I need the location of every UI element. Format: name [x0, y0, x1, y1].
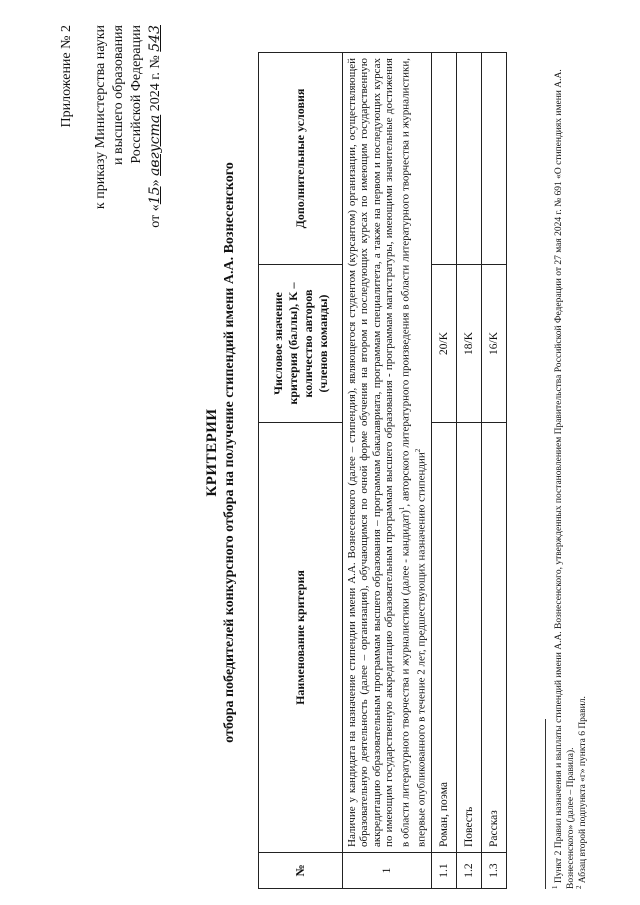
table-row — [481, 53, 506, 889]
criterion-conditions — [431, 53, 456, 265]
criterion-name: Рассказ — [481, 423, 506, 853]
annex-number: Приложение № 2 — [59, 25, 74, 128]
handwritten-day: 15 — [147, 186, 163, 205]
criterion-value: 18/K — [456, 265, 481, 423]
footnote-ref-2: 2 — [413, 448, 422, 453]
table-row — [456, 53, 481, 889]
footnote-2: $^2$ Абзац второй подпункта «г» пункта 6 Правил. — [575, 696, 589, 889]
footnote-ref-1: 1 — [397, 506, 406, 511]
annex-line-3: Российской Федерации — [129, 25, 144, 164]
row-number: 1.2 — [456, 853, 481, 889]
document-subtitle: отбора победителей конкурсного отбора на получение стипендий имени А.А. Вознесенского — [222, 162, 237, 743]
row-number: 1 — [343, 853, 432, 889]
row-number: 1.1 — [431, 853, 456, 889]
handwritten-order-number: 543 — [147, 25, 163, 52]
criterion-name: Повесть — [456, 423, 481, 853]
criterion-conditions — [481, 53, 506, 265]
annex-line-1: к приказу Министерства науки — [93, 25, 108, 210]
criteria-table — [258, 52, 507, 889]
table-header-row — [259, 53, 343, 889]
handwritten-month: августа — [147, 114, 163, 176]
annex-date-line: от «15» августа 2024 г. № 543 — [147, 25, 163, 228]
table-row — [431, 53, 456, 889]
criterion-name: Роман, поэма — [431, 423, 456, 853]
header-criterion-name: Наименование критерия — [259, 423, 343, 853]
annex-block — [58, 25, 165, 245]
row-number: 1.3 — [481, 853, 506, 889]
table-row-main — [343, 53, 432, 889]
header-number: № — [259, 853, 343, 889]
footnote-separator — [545, 719, 546, 889]
criterion-description: Наличие у кандидата на назначение стипендии имени А.А. Вознесенского (далее – стипендия), являющегося студентом (курсантом) организации, осуществляющей образовательную деятельность (далее – организация), обучающимся по очной форме обучения на втором и последующих курсах по имеющим государственную аккредитацию образовательным программам высшего образования – программам бакалавриата, программам специалитета, а также на первом и последующих курсах по имеющим государственную аккредитацию образовательным программам высшего образования - программам магистратуры, имеющими значительные достижения в области литературного творчества и журналистики (далее - кандидат)$^1$, авторского литературного произведения в области литературного творчества и журналистики, впервые опубликованного в течение 2 лет, предшествующих назначению стипендии$^2$ — [343, 53, 432, 853]
header-value: Числовое значение критерия (баллы), K – количество авторов (членов команды) — [259, 265, 343, 423]
annex-line-2: и высшего образования — [111, 25, 126, 165]
document-title: КРИТЕРИИ — [204, 408, 220, 497]
header-conditions: Дополнительные условия — [259, 53, 343, 265]
footnote-1: $^1$ Пункт 2 Правил назначения и выплаты стипендий имени А.А. Вознесенского, утвержденных постановлением Правительства Российской Федерации от 27 мая 2024 г. № 691 «О стипендиях имени А.А. Вознесенского» (далее – Правила). — [551, 69, 577, 889]
criterion-conditions — [456, 53, 481, 265]
criterion-value: 20/K — [431, 265, 456, 423]
criterion-value: 16/K — [481, 265, 506, 423]
